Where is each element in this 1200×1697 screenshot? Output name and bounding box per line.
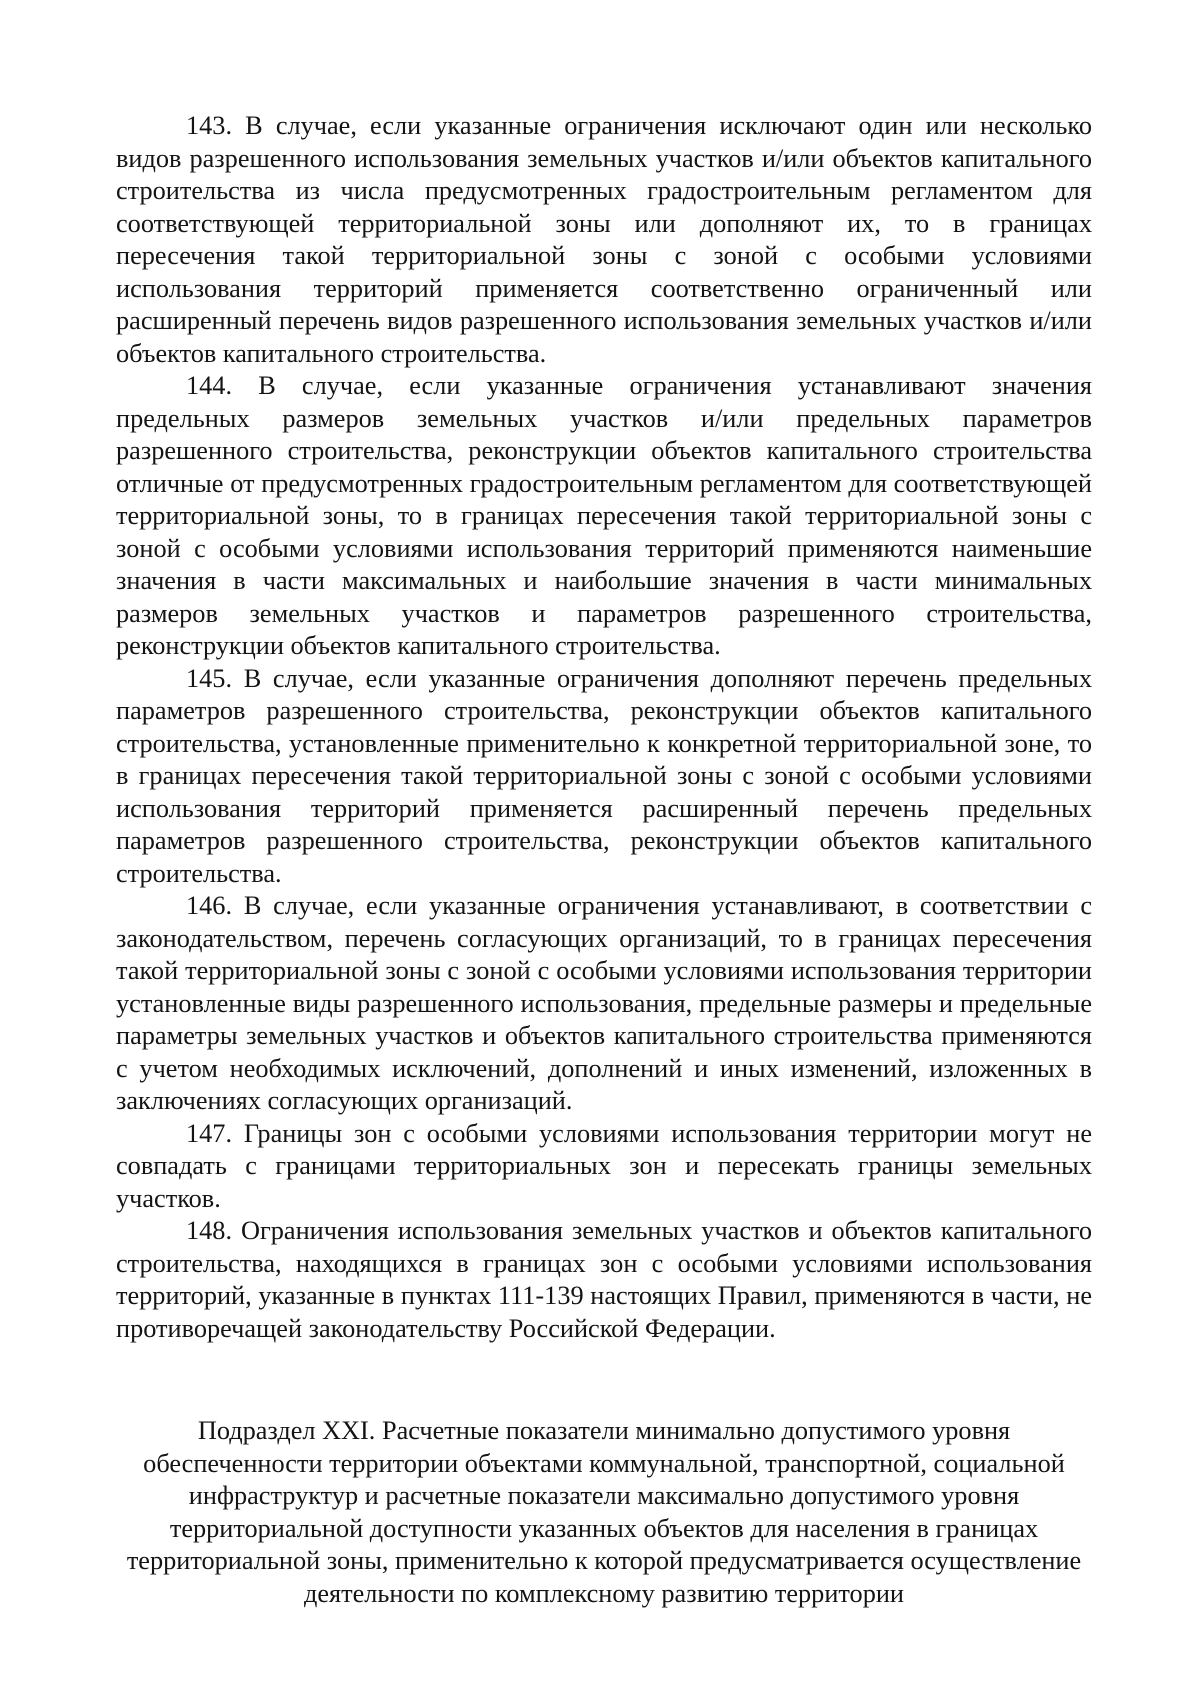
paragraph-144: 144. В случае, если указанные ограничения устанавливают значения предельных размеров земельных участков и/или предельных параметров разрешенного строительства, реконструкции объектов капитального строительства отличные от предусмотренных градостроительным регламентом для соответствующей территориальной зоны, то в границах пересечения такой территориальной зоны с зоной с особыми условиями использования территорий применяются наименьшие значения в части максимальных и наибольшие значения в части минимальных размеров земельных участков и параметров разрешенного строительства, реконструкции объектов капитального строительства. bbox=[116, 371, 1092, 660]
paragraph-145: 145. В случае, если указанные ограничения дополняют перечень предельных параметров разрешенного строительства, реконструкции объектов капитального строительства, установленные применительно к конкретной территориальной зоне, то в границах пересечения такой территориальной зоны с зоной с особыми условиями использования территорий применяется расширенный перечень предельных параметров разрешенного строительства, реконструкции объектов капитального строительства. bbox=[116, 663, 1092, 888]
paragraph-148: 148. Ограничения использования земельных участков и объектов капитального строительства, находящихся в границах зон с особыми условиями использования территорий, указанные в пунктах 111-139 настоящих Правил, применяются в части, не противоречащей законодательству Российской Федерации. bbox=[116, 1216, 1092, 1343]
paragraph-147: 147. Границы зон с особыми условиями использования территории могут не совпадать с границами территориальных зон и пересекать границы земельных участков. bbox=[116, 1118, 1092, 1213]
heading-line: деятельности по комплексному развитию территории bbox=[304, 1578, 904, 1608]
heading-line: инфраструктур и расчетные показатели максимально допустимого уровня bbox=[188, 1481, 1020, 1510]
paragraph-146: 146. В случае, если указанные ограничения устанавливают, в соответствии с законодательством, перечень согласующих организаций, то в границах пересечения такой территориальной зоны с зоной с особыми условиями использования территории установленные виды разрешенного использования, предельные размеры и предельные параметры земельных участков и объектов капитального строительства применяются с учетом необходимых исключений, дополнений и иных изменений, изложенных в заключениях согласующих организаций. bbox=[116, 891, 1092, 1115]
heading-line: Подраздел XXI. Расчетные показатели минимально допустимого уровня bbox=[197, 1416, 1011, 1445]
heading-line: территориальной доступности указанных объектов для населения в границах bbox=[169, 1513, 1039, 1543]
subsection-heading bbox=[116, 1415, 1092, 1610]
heading-line: обеспеченности территории объектами коммунальной, транспортной, социальной bbox=[143, 1448, 1065, 1478]
document-body bbox=[116, 110, 1092, 1610]
paragraph-143: 143. В случае, если указанные ограничения исключают один или несколько видов разрешенного использования земельных участков и/или объектов капитального строительства из числа предусмотренных градостроительным регламентом для соответствующей территориальной зоны или дополняют их, то в границах пересечения такой территориальной зоны с зоной с особыми условиями использования территорий применяется соответственно ограниченный или расширенный перечень видов разрешенного использования земельных участков и/или объектов капитального строительства. bbox=[116, 111, 1092, 368]
heading-line: территориальной зоны, применительно к которой предусматривается осуществление bbox=[126, 1546, 1082, 1575]
